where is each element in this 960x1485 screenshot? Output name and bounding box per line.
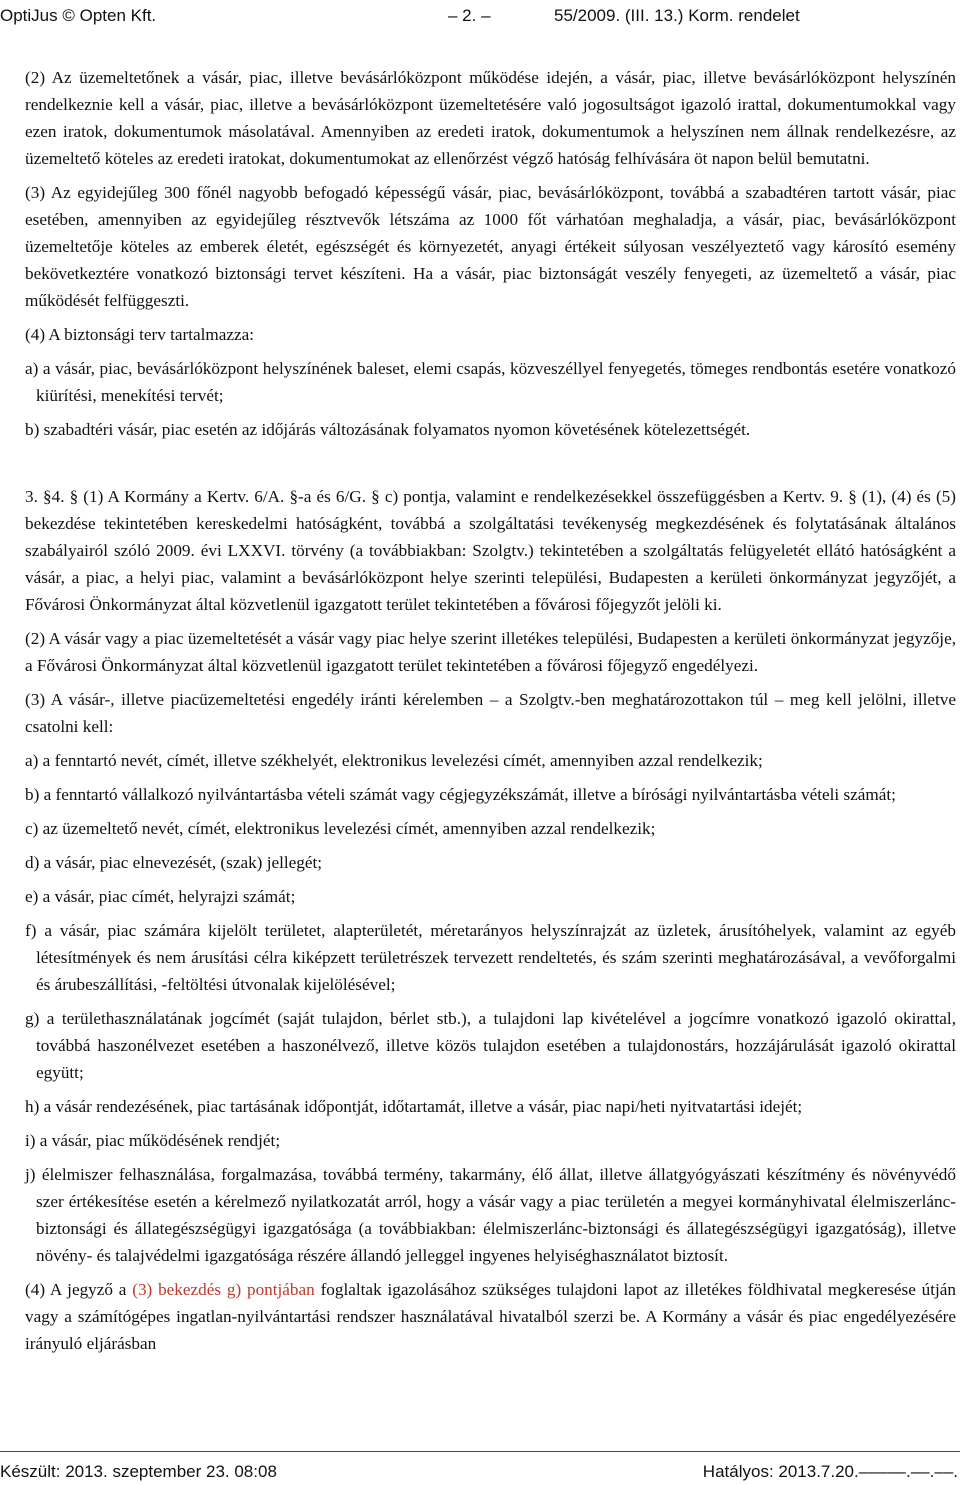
list-item-g: g) a területhasználatának jogcímét (saját tulajdon, bérlet stb.), a tulajdoni lap kivételével a jogcímre vonatkozó igazoló okirattal, továbbá haszonélvezet esetében a haszonélvező, illetve közös tulajdon esetében a tulajdonostárs, hozzájárulását igazoló okirattal együtt; [25, 1009, 956, 1082]
header-source: OptiJus © Opten Kft. [0, 6, 157, 25]
paragraph-4-text-end: foglaltak igazolásához szükséges tulajdoni lapot az illetékes földhivatal megkeresése útján vagy a számítógépes ingatlan-nyilvántartási rendszer használatával hivatalból szerzi be. A Kormány a vásár és piac engedélyezésére irányuló eljárásban [25, 1280, 957, 1353]
footer-effective-date: Hatályos: 2013.7.20.–––––.––.––. [702, 1462, 958, 1481]
section-4-paragraph-4 [25, 1276, 956, 1357]
list-item-d: d) a vásár, piac elnevezését, (szak) jellegét; [25, 853, 323, 872]
list-item-h: h) a vásár rendezésének, piac tartásának időpontját, időtartamát, illetve a vásár, piac napi/heti nyitvatartási idejét; [25, 1097, 803, 1116]
cross-reference-link[interactable]: (3) bekezdés g) pontjában [132, 1280, 315, 1299]
document-body [25, 64, 956, 1357]
list-item-a: a) a fenntartó nevét, címét, illetve székhelyét, elektronikus levelezési címét, amennyiben azzal rendelkezik; [25, 751, 763, 770]
section-4-paragraph-2: (2) A vásár vagy a piac üzemeltetését a vásár vagy piac helye szerint illetékes települési, Budapesten a kerületi önkormányzat jegyzője, a Fővárosi Önkormányzat által közvetlenül igazgatott terület tekintetében a fővárosi főjegyző engedélyezi. [25, 629, 956, 675]
paragraph-2: (2) Az üzemeltetőnek a vásár, piac, illetve bevásárlóközpont működése idején, a vásár, piac, illetve bevásárlóközpont helyszínén rendelkeznie kell a vásár, piac, illetve a bevásárlóközpont üzemeltetésére való jogosultságot igazoló irattal, dokumentumokkal vagy ezen iratok, dokumentumok másolatával. Amennyiben az eredeti iratok, dokumentumok a helyszínen nem állnak rendelkezésre, az üzemeltető köteles az eredeti iratokat, dokumentumokat az ellenőrzést végző hatóság felhívására öt napon belül bemutatni. [25, 68, 956, 168]
section-4-paragraph-1: 3. §4. § (1) A Kormány a Kertv. 6/A. §-a és 6/G. § c) pontja, valamint e rendelkezésekkel összefüggésben a Kertv. 9. § (1), (4) és (5) bekezdése tekintetében kereskedelmi hatóságként, továbbá a szolgáltatási tevékenység megkezdésének és folytatásának általános szabályairól szóló 2009. évi LXXVI. törvény (a továbbiakban: Szolgtv.) tekintetében a szolgáltatás felügyeletét ellátó hatóságként a vásár, a piac, a helyi piac, valamint a bevásárlóközpont helye szerinti települési, Budapesten a kerületi önkormányzat jegyzőjét, a Fővárosi Önkormányzat által közvetlenül igazgatott terület tekintetében a fővárosi főjegyzőt jelöli ki. [25, 487, 956, 614]
list-item-b: b) a fenntartó vállalkozó nyilvántartásba vételi számát vagy cégjegyzékszámát, illetve a bírósági nyilvántartásba vételi számát; [25, 785, 896, 804]
header-document-title: 55/2009. (III. 13.) Korm. rendelet [554, 6, 800, 25]
list-item-c: c) az üzemeltető nevét, címét, elektronikus levelezési címét, amennyiben azzal rendelkezik; [25, 819, 656, 838]
footer-divider [0, 1451, 960, 1452]
page-header [0, 0, 960, 27]
list-item-i: i) a vásár, piac működésének rendjét; [25, 1131, 281, 1150]
list-item-4a: a) a vásár, piac, bevásárlóközpont helyszínének baleset, elemi csapás, közveszéllyel fenyegetés, tömeges rendbontás esetére vonatkozó kiürítési, menekítési tervét; [25, 359, 956, 405]
list-item-f: f) a vásár, piac számára kijelölt területet, alapterületét, méretarányos helyszínrajzát az üzletek, árusítóhelyek, valamint az egyéb létesítmények és nem árusítási célra kiképzett területrészek tervezett rendeltetés, és szám szerinti meghatározásával, a vevőforgalmi és árubeszállítási, -feltöltési útvonalak kijelölésével; [25, 921, 956, 994]
page-footer [0, 1456, 960, 1484]
paragraph-4: (4) A biztonsági terv tartalmazza: [25, 325, 255, 344]
list-item-j: j) élelmiszer felhasználása, forgalmazása, továbbá termény, takarmány, élő állat, illetve állatgyógyászati készítmény és növényvédő szer értékesítése esetén a kérelmező nyilatkozatát arról, hogy a vásár vagy a piac területén a megyei kormányhivatal élelmiszerlánc-biztonsági és állategészségügyi igazgatósága (a továbbiakban: élelmiszerlánc-biztonsági és állategészségügyi igazgatóság), illetve növény- és talajvédelmi igazgatósága részére állandó jelleggel ingyenes helyiséghasználatot biztosít. [25, 1165, 956, 1265]
list-item-e: e) a vásár, piac címét, helyrajzi számát; [25, 887, 296, 906]
footer-created-date: Készült: 2013. szeptember 23. 08:08 [0, 1462, 277, 1481]
section-4-paragraph-3: (3) A vásár-, illetve piacüzemeltetési engedély iránti kérelemben – a Szolgtv.-ben meghatározottakon túl – meg kell jelölni, illetve csatolni kell: [25, 690, 956, 736]
paragraph-4-text-start: (4) A jegyző a [25, 1280, 133, 1299]
paragraph-3: (3) Az egyidejűleg 300 főnél nagyobb befogadó képességű vásár, piac, bevásárlóközpont, továbbá a szabadtéren tartott vásár, piac esetében, amennyiben az egyidejűleg résztvevők létszáma az 1000 főt várhatóan meghaladja, a vásár, piac, bevásárlóközpont üzemeltetője köteles az emberek életét, egészségét és környezetét, anyagi értékeit súlyosan veszélyeztető vagy károsító esemény bekövetkeztére vonatkozó biztonsági tervet készíteni. Ha a vásár, piac biztonságát veszély fenyegeti, az üzemeltető a vásár, piac működését felfüggeszti. [25, 183, 956, 310]
list-item-4b: b) szabadtéri vásár, piac esetén az időjárás változásának folyamatos nyomon követésének kötelezettségét. [25, 420, 751, 439]
header-page-number: – 2. – [448, 6, 491, 25]
